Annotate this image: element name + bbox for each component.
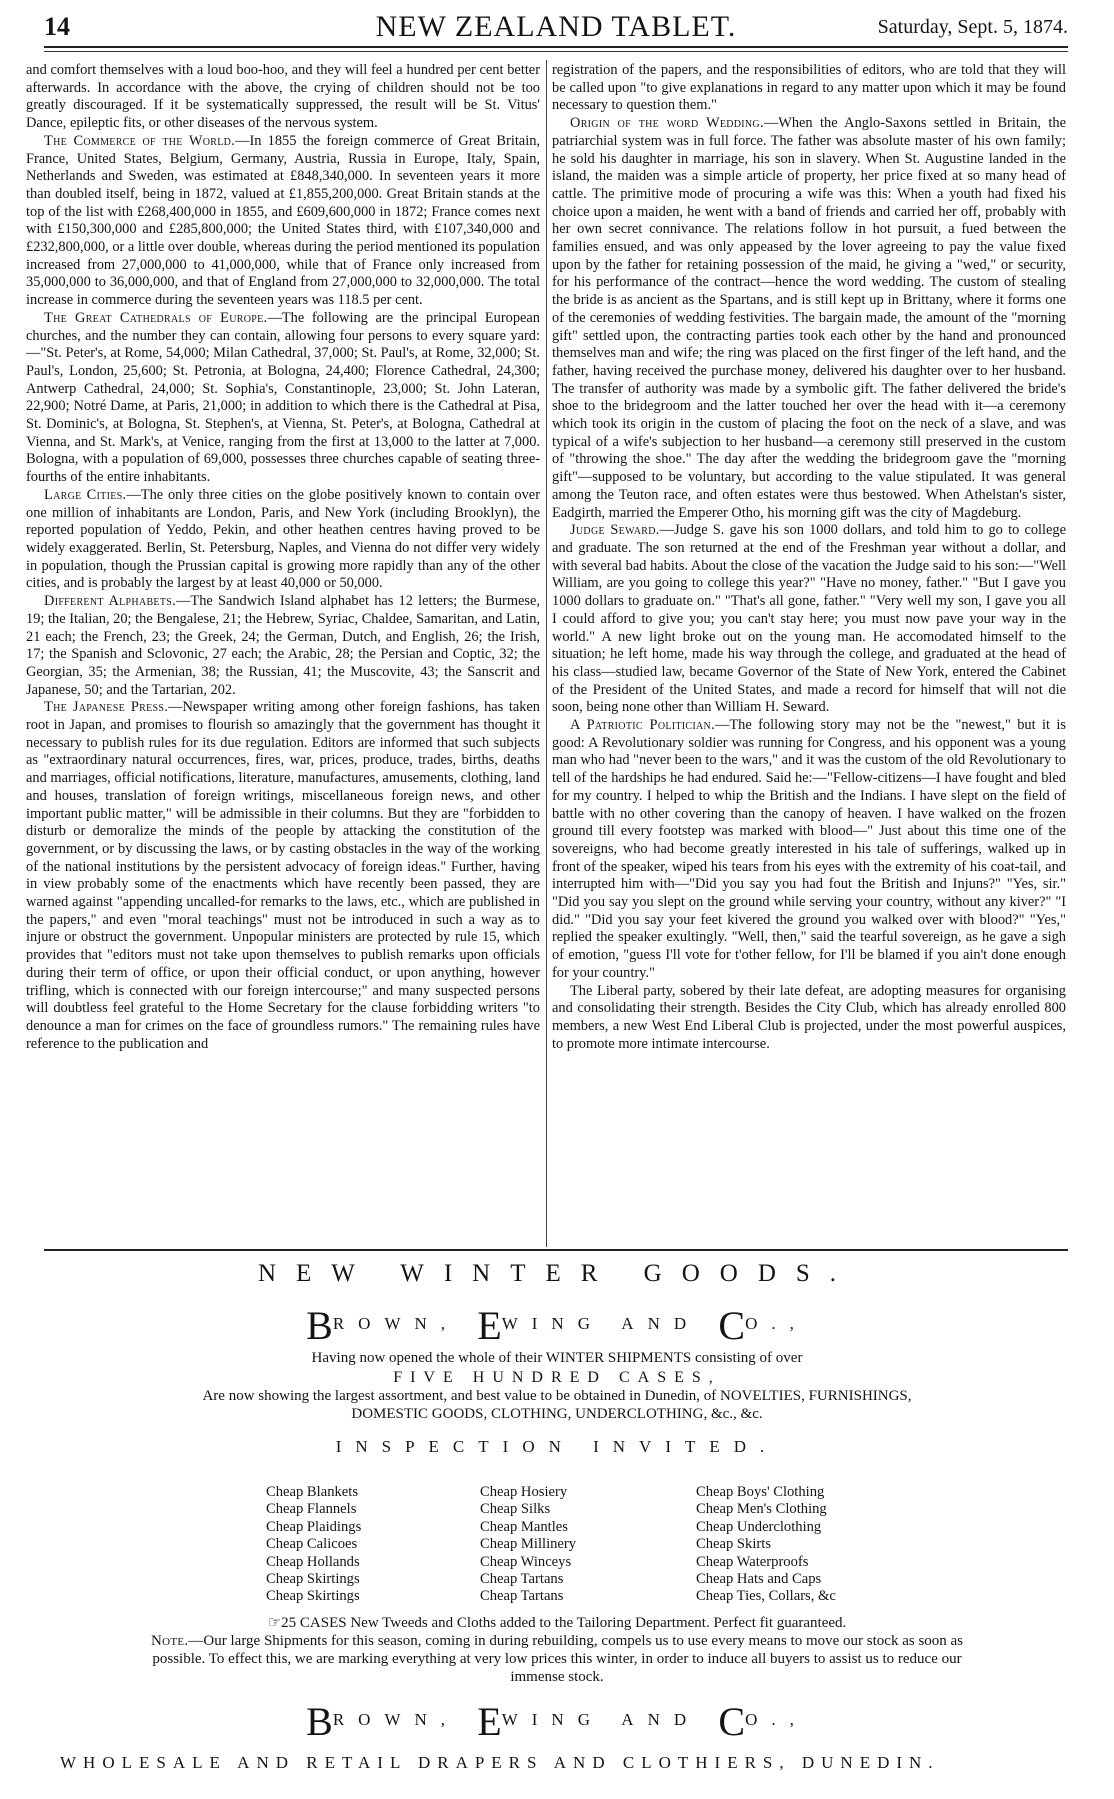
article-japanese-press — [26, 699, 540, 1053]
brand-word-o: O., — [745, 1314, 808, 1333]
note-text: —Our large Shipments for this season, coming in during rebuilding, compels us to use every means to move our stock as soon as possible. To effect this, we are marking everything at very low prices this winter, in order to induce all buyers to assist us to reduce our immense stock. — [152, 1633, 964, 1685]
advert-rule — [44, 1249, 1068, 1251]
list-item: Cheap Calicoes — [266, 1536, 358, 1553]
list-item: Cheap Skirtings — [266, 1588, 360, 1605]
article-body: —Judge S. gave his son 1000 dollars, and told him to go to college and graduate. The son returned at the end of the Freshman year without a dollar, and with several bad habits. About the close of the vacation the Judge said to his son:—"Well William, are you going to college this year?" "Have no money, father." "But I gave you 1000 dollars to graduate on." "That's all gone, father." "Very well my son, I gave you all I could afford to give you; you can't stay here; you must now pave your way in the world." A new light broke out on the young man. He accomodated himself to the situation; he left home, made his way through the college, and graduated at the head of his class—studied law, became Governor of the State of New York, entered the Cabinet of the President of the United States, and made a record for himself that will not die soon, being none other than William H. Seward. — [552, 522, 1066, 716]
advert-footer — [30, 1614, 1084, 1686]
brand-word-wing: WING AND — [501, 1710, 701, 1729]
advert-line-assortment: Are now showing the largest assortment, and best value to be obtained in Dunedin, of NOVELTIES, FURNISHINGS, — [202, 1388, 912, 1404]
left-column — [26, 62, 540, 1053]
article-commerce — [26, 133, 540, 310]
list-item: Cheap Tartans — [480, 1571, 564, 1588]
article-body: —The following are the principal European churches, and the number they can contain, allowing four persons to every square yard:—"St. Peter's, at Rome, 54,000; Milan Cathedral, 37,000; St. Paul's, at Rome, 32,000; St. Paul's, London, 25,600; St. Petronia, at Bologna, 24,400; Florence Cathedral, 24,300; Antwerp Cathedral, 24,000; St. Sophia's, Constantinople, 23,000; St. John Lateran, 22,900; Notré Dame, at Paris, 21,000; in addition to which there is the Cathedral at Pisa, St. Dominic's, at Bologna, St. Stephen's, at Vienna, St. Peter's, at Bologna, Cathedral at Vienna, and St. Mark's, at Venice, ranging from the first at 13,000 to the latter at 7,000. Bologna, with a population of 69,000, possesses three churches capable of seating three-fourths of the entire inhabitants. — [26, 309, 540, 486]
advert-inspection: INSPECTION INVITED. — [335, 1437, 779, 1456]
list-item: Cheap Skirtings — [266, 1571, 360, 1588]
brand-initial-c: C — [718, 1303, 746, 1348]
article-body: —The following story may not be the "newest," but it is good: A Revolutionary soldier was running for Congress, and his opponent was a young man who had "never been to the wars," and it was the custom of the old Revolutionary to tell of the hardships he had endured. Said he:—"Fellow-citizens—I have fought and bled for my country. I helped to whip the British and the Indians. I have slept on the field of battle with no other covering than the canopy of heaven. I have walked on the frozen ground till every footstep was marked with blood—" Just about this time one of the sovereigns, who had become greatly interested in his tale of sufferings, walked up in front of the speaker, wiped his tears from his eyes with the extremity of his coat-tail, and interrupted him with—"Did you say you had fout the British and Injuns?" "Yes, sir." "Did you say you slept on the ground while serving your country, without any kiver?" "I did." "Did you say your feet kivered the ground you walked over with blood?" "Yes," replied the speaker exultingly. "Well, then," said the tearful sovereign, as he gave a sigh of emotion, "guess I'll vote for t'other fellow, for I'll be blamed if you ain't done enough for your country." — [552, 717, 1066, 981]
advert-line-goods: DOMESTIC GOODS, CLOTHING, UNDERCLOTHING, &c., &c. — [351, 1406, 763, 1422]
article-heading: The Commerce of the World. — [44, 132, 236, 149]
product-list-3 — [696, 1484, 836, 1606]
advert-cases-line — [30, 1614, 1084, 1632]
article-judge-seward — [552, 522, 1066, 717]
article-large-cities — [26, 487, 540, 593]
list-item: Cheap Hollands — [266, 1553, 360, 1570]
list-item: Cheap Ties, Collars, &c — [696, 1588, 836, 1605]
advert-line-shipments: Having now opened the whole of their WINTER SHIPMENTS consisting of over — [311, 1350, 803, 1366]
advert-brand — [30, 1302, 1084, 1349]
brand-word-wing: WING AND — [501, 1314, 701, 1333]
article-cathedrals — [26, 310, 540, 487]
advert-tagline: WHOLESALE AND RETAIL DRAPERS AND CLOTHIERS, DUNEDIN. — [60, 1753, 940, 1772]
list-item: Cheap Silks — [480, 1501, 551, 1518]
brand-initial-b: B — [306, 1699, 333, 1744]
list-item: Cheap Millinery — [480, 1536, 577, 1553]
article-heading: The Great Cathedrals of Europe. — [44, 309, 268, 326]
list-item: Cheap Hosiery — [480, 1484, 568, 1500]
article-heading: Judge Seward. — [570, 522, 660, 539]
article-liberal-party: The Liberal party, sobered by their late defeat, are adopting measures for organising and consolidating their strength. Besides the City Club, which has already enrolled 800 members, a new West End Liberal Club is projected, under the most powerful auspices, to promote more intimate intercourse. — [552, 982, 1066, 1052]
newspaper-title: NEW ZEALAND TABLET. — [375, 10, 737, 43]
brand-initial-b: B — [306, 1303, 333, 1348]
article-body: —The Sandwich Island alphabet has 12 letters; the Burmese, 19; the Italian, 20; the Bengalese, 21; the Hebrew, Syriac, Chaldee, Samaritan, and Latin, 21 each; the French, 23; the Greek, 24; the German, Dutch, and English, 26; the Irish, 17; the Spanish and Sclovonic, 27 each; the Arabic, 28; the Persian and Coptic, 32; the Georgian, 35; the Armenian, 38; the Russian, 41; the Muscovite, 43; the Sanscrit and Japanese, 50; and the Tartarian, 202. — [26, 593, 541, 698]
masthead — [44, 8, 1068, 44]
right-column — [552, 62, 1066, 1053]
masthead-rule-thin — [44, 51, 1068, 52]
list-item: Cheap Flannels — [266, 1501, 357, 1518]
list-item: Cheap Men's Clothing — [696, 1501, 827, 1518]
brand-word-rown: ROWN, — [332, 1710, 460, 1729]
list-item: Cheap Mantles — [480, 1518, 568, 1535]
page-number: 14 — [44, 12, 70, 41]
article-body: —In 1855 the foreign commerce of Great Britain, France, United States, Belgium, Germany, Austria, Russia in Europe, Italy, Spain, Netherlands and Sweden, was estimated at £848,340,000. In seventeen years it more than doubled itself, being in 1872, valued at £1,855,200,000. Great Britain stands at the top of the list with £268,400,000 in 1855, and £609,600,000 in 1872; France comes next with £150,300,000 and £285,800,000; the United States third, with £107,340,000 and £232,800,000, or a little over double, whereas during the period mentioned its population increased from 27,000,000 to 41,000,000, while that of France only increased from 35,000,000 to 36,000,000, and that of England from 27,000,000 to 32,000,000. The total increase in commerce during the seventeen years was 118.5 per cent. — [26, 132, 540, 309]
list-item: Cheap Boys' Clothing — [696, 1484, 825, 1500]
list-item: Cheap Blankets — [266, 1484, 359, 1500]
article-japanese-press-continued: registration of the papers, and the responsibilities of editors, who are told that they will be called upon "to give explanations in regard to any matter upon which it may be found necessary to question them." — [552, 62, 1066, 114]
issue-date: Saturday, Sept. 5, 1874. — [877, 16, 1068, 38]
product-list-1 — [266, 1484, 361, 1606]
brand-word-o: O., — [745, 1710, 808, 1729]
brand-initial-e: E — [477, 1303, 502, 1348]
advert-note — [30, 1632, 1084, 1686]
article-body: —Newspaper writing among other foreign fashions, has taken root in Japan, and promises to flourish so amazingly that the government has thought it necessary to publish rules for its due regulation. Editors are informed that such subjects as "extraordinary natural occurrences, fires, war, prices, produce, trades, births, deaths and marriages, official notifications, literature, manufactures, amusements, clothing, land and houses, translation of foreign writings, miscellaneous foreign news, and other important public matter," will be admissible in their columns. But they are "forbidden to disturb or demoralize the minds of the people by attacking the constitution of the government, or by discussing the laws, or by casting obstacles in the way of the working of the national institutions by the persistent advocacy of foreign ideas." Further, having in view probably some of the enactments which have recently been passed, they are warned against "appending uncalled-for remarks to the laws, etc., which are published in the papers," and even "moral teachings" must not be introduced in such a way as to injure or obstruct the government. Unpopular ministers are protected by rule 15, which provides that "editors must not take upon themselves to publish remarks upon officials during their term of office, or upon their official conduct, or upon anything, however trifling, which is connected with our foreign intercourse;" and many suspected persons will doubtless feel grateful to the Home Secretary for the clause forbidding writers "to denounce a man for crimes on the face of groundless rumors." The remaining rules have reference to the publication and — [26, 699, 540, 1052]
advert-line-five-hundred: FIVE HUNDRED CASES, — [393, 1369, 721, 1386]
note-label: Note. — [150, 1633, 189, 1649]
advertisement — [30, 1252, 1084, 1605]
article-heading: A Patriotic Politician. — [570, 717, 715, 734]
article-body: —When the Anglo-Saxons settled in Britain, the patriarchial system was in full force. The father was absolute master of his own family; he sold his daughter in marriage, his son in slavery. When St. Augustine landed in the island, the maiden was a simple article of property, her price fixed at so many head of cattle. The primitive mode of procuring a wife was this: When a youth had fixed his choice upon a maiden, he went with a band of friends and carried her off, probably with her own secret connivance. The relations follow in hot pursuit, a fued between the families ensued, and was only appeased by the lover agreeing to pay the value fixed upon by the father for retaining possession of the maid, he giving a "wed," or security, for his performance of the contract—hence the word wedding. The custom of stealing the bride is as ancient as the Spartans, and is still kept up in Brittany, where it forms one of the ceremonies of wedding festivities. The bargain made, the amount of the "morning gift" settled upon, the contracting parties took each other by the hand and pronounced themselves man and wife; the ring was placed on the first finger of the left hand, and the father, having received the purchase money, delivered his daughter over to her husband. The transfer of authority was made by a symbolic gift. The father delivered the bride's shoe to the bridegroom and the latter touched her over the head with it—a ceremony which took its origin in the custom of placing the foot on the neck of a slave, and was typical of a wife's subjection to her husband—a ceremony still preserved in the custom of "throwing the shoe." The day after the wedding the bridegroom gave the "morning gift"—supposed to be voluntary, but according to the value stipulated. It was general among the Teuton race, and often estates were thus bestowed. When Athelstan's sister, Eadgirth, married the Emperer Otho, his morning gift was the city of Magdeburg. — [552, 115, 1066, 521]
brand-initial-e: E — [477, 1699, 502, 1744]
list-item: Cheap Skirts — [696, 1536, 771, 1553]
brand-initial-c: C — [718, 1699, 746, 1744]
product-list-2 — [480, 1484, 576, 1606]
advert-brand-footer — [30, 1698, 1084, 1745]
article-heading: Large Cities. — [44, 486, 127, 503]
list-item: Cheap Plaidings — [266, 1518, 362, 1535]
masthead-rule — [44, 46, 1068, 48]
article-patriotic-politician — [552, 717, 1066, 983]
article-heading: The Japanese Press. — [44, 699, 169, 716]
article-heading: Origin of the word Wedding. — [570, 115, 764, 132]
article-wedding — [552, 115, 1066, 522]
cases-text: 25 CASES New Tweeds and Cloths added to the Tailoring Department. Perfect fit guaranteed. — [281, 1615, 847, 1631]
column-divider — [546, 60, 547, 1247]
brand-word-rown: ROWN, — [332, 1314, 460, 1333]
article-crying-children: and comfort themselves with a loud boo-hoo, and they will feel a hundred per cent better afterwards. In accordance with the above, the crying of children should not be too greatly discouraged. If it be systematically suppressed, the result will be St. Vitus' Dance, epileptic fits, or other diseases of the nervous system. — [26, 62, 540, 132]
pointing-hand-icon: ☞ — [267, 1615, 282, 1631]
list-item: Cheap Tartans — [480, 1588, 564, 1605]
list-item: Cheap Hats and Caps — [696, 1571, 822, 1588]
list-item: Cheap Waterproofs — [696, 1553, 809, 1570]
article-alphabets — [26, 593, 540, 699]
list-item: Cheap Winceys — [480, 1553, 572, 1570]
article-body: —The only three cities on the globe positively known to contain over one million of inhabitants are London, Paris, and New York (including Brooklyn), the reported population of Yeddo, Pekin, and other heathen centres having proved to be widely exaggerated. Berlin, St. Petersburg, Naples, and Vienna do not differ very widely in population, though the Prussian capital is growing more rapidly than any of the other cities, and is probably the largest by at least 40,000 or 50,000. — [26, 486, 540, 592]
advert-heading: NEW WINTER GOODS. — [257, 1260, 857, 1287]
list-item: Cheap Underclothing — [696, 1518, 822, 1535]
article-heading: Different Alphabets. — [44, 593, 177, 610]
